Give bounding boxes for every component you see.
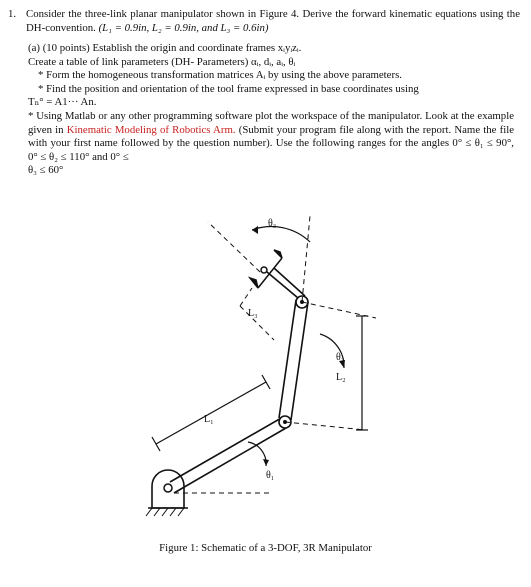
part-a-points: (10 points) xyxy=(42,42,90,54)
L3-label: L₃ xyxy=(248,308,258,319)
part-a-line1: Establish the origin and coordinate frames xᵢyᵢzᵢ. xyxy=(92,42,302,54)
part-a-label: (a) xyxy=(28,42,40,54)
problem-intro: Consider the three-link planar manipulator shown in Figure 4. Derive the forward kinematic equations using the DH-convention. xyxy=(26,8,520,34)
theta3-label: θ₃ xyxy=(268,218,277,229)
part-a-bullet3-post: (Submit your program file along with the report. Name the file with your first name followed by the question number). Use the following ranges for the angles 0° ≤ θ₁ ≤ 90°, 0° ≤ θ₂ ≤ 110° and 0° ≤ xyxy=(28,123,515,163)
problem-number: 1. xyxy=(8,8,17,20)
link-3 xyxy=(267,268,305,298)
angle-arcs xyxy=(248,227,344,466)
figure-caption: Figure 1: Schematic of a 3-DOF, 3R Manipulator xyxy=(159,542,372,554)
part-a xyxy=(28,42,514,178)
part-a-bullet3-pre: * Using Matlab or any other programming software plot the workspace of the manipulator. Look at the example given in xyxy=(28,109,514,136)
part-a-bullet3-end: θ₃ ≤ 60° xyxy=(28,164,64,177)
manipulator-figure xyxy=(140,208,380,528)
theta1-label: θ₁ xyxy=(266,470,275,481)
link-lengths: (L₁ = 0.9in, L₂ = 0.9in, and L₃ = 0.6in) xyxy=(98,21,269,34)
problem-statement xyxy=(8,8,520,35)
kinematic-modeling-link[interactable]: Kinematic Modeling of Robotics Arm. xyxy=(66,123,236,136)
link-2 xyxy=(279,300,308,420)
L2-label: L₂ xyxy=(336,372,346,383)
base xyxy=(146,470,188,516)
L1-label: L₁ xyxy=(204,414,214,425)
part-a-bullet2b: Tₙ° = A1··· An. xyxy=(28,96,97,109)
link-1 xyxy=(170,417,286,493)
part-a-bullet2: * Find the position and orientation of the tool frame expressed in base coordinates using xyxy=(38,82,419,95)
part-a-line2: Create a table of link parameters (DH- Parameters) αᵢ, dᵢ, aᵢ, θᵢ xyxy=(28,55,296,68)
theta2-label: θ₂ xyxy=(336,352,345,363)
gripper xyxy=(250,250,282,288)
part-a-bullet1: * Form the homogeneous transformation matrices Aᵢ by using the above parameters. xyxy=(38,69,402,82)
